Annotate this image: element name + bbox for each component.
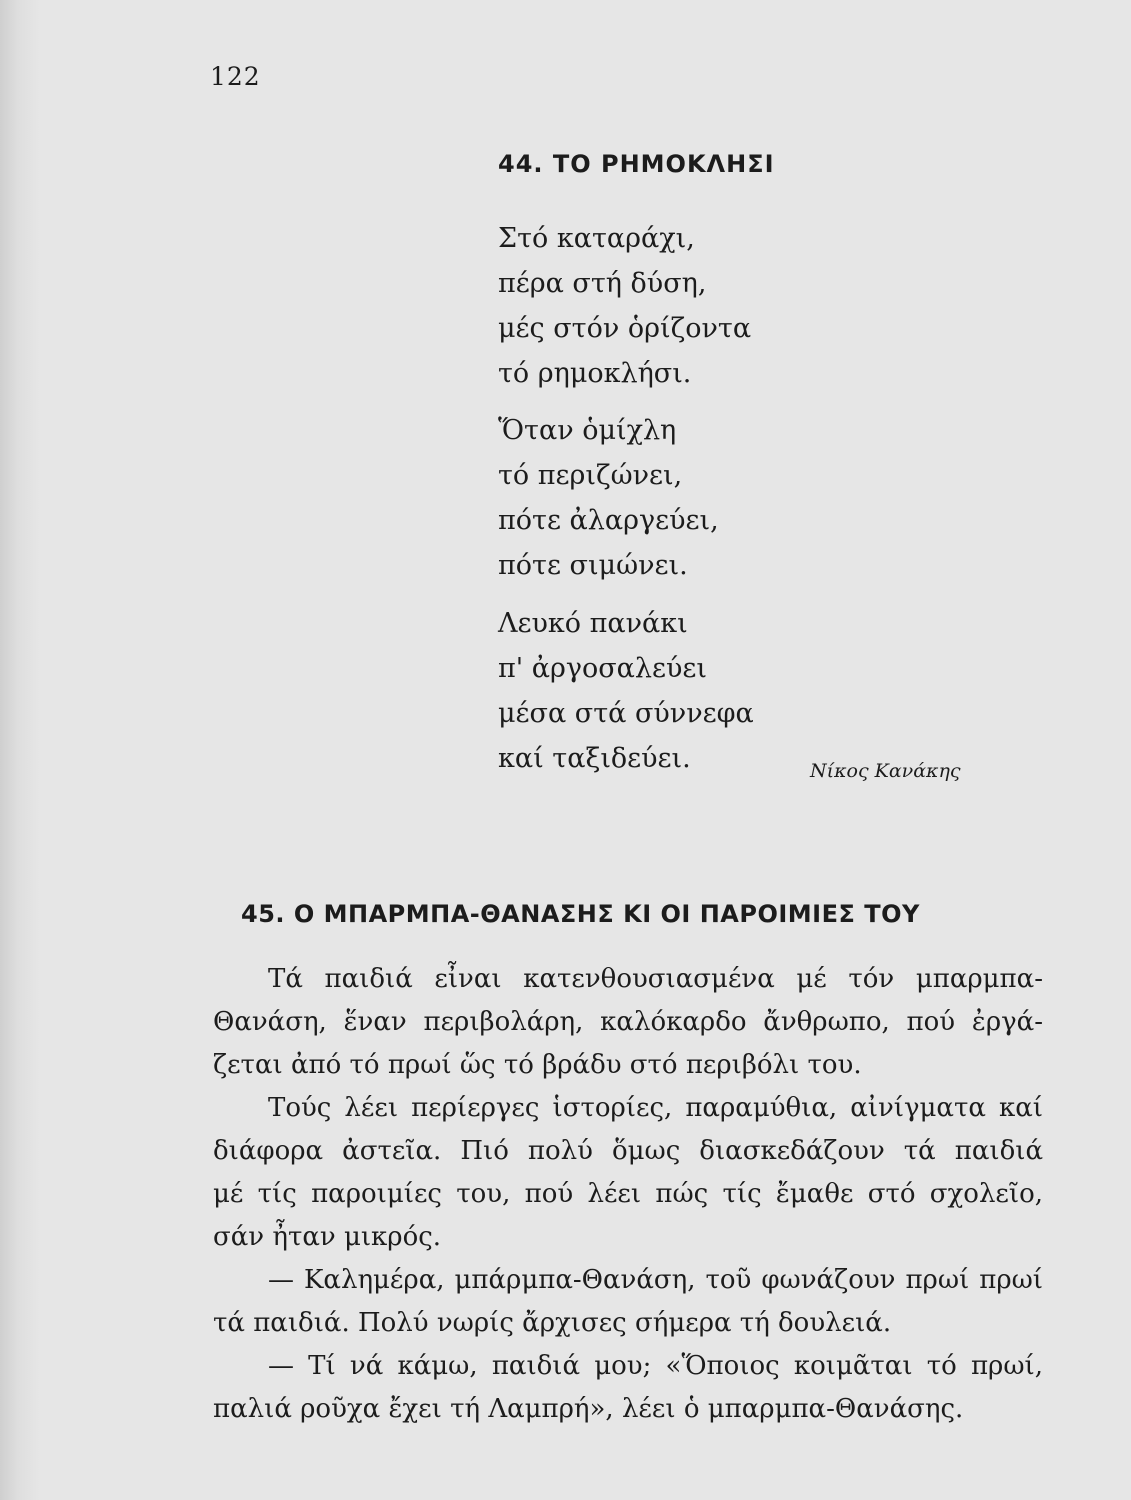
poem-line: πέρα στή δύση, — [498, 268, 707, 299]
text-line: σάν ἦταν μικρός. — [213, 1222, 442, 1252]
story-paragraph — [213, 1087, 1043, 1259]
text-line: παλιά ροῦχα ἔχει τή Λαμπρή», λέει ὁ μπαρμπα-Θανάσης. — [213, 1394, 964, 1424]
poem-title: 44. ΤΟ ΡΗΜΟΚΛΗΣΙ — [498, 150, 775, 178]
poem-line: Ὅταν ὁμίχλη — [498, 415, 677, 446]
text-line: μέ τίς παροιμίες του, πού λέει πώς τίς ἔμαθε στό σχολεῖο, — [213, 1179, 1043, 1209]
text-line: διάφορα ἀστεῖα. Πιό πολύ ὅμως διασκεδάζουν τά παιδιά — [213, 1136, 1043, 1166]
text-line: Θανάση, ἕναν περιβολάρη, καλόκαρδο ἄνθρωπο, πού ἐργά- — [213, 1007, 1043, 1037]
poem-line: π' ἀργοσαλεύει — [498, 653, 707, 684]
text-line: Τά παιδιά εἶναι κατενθουσιασμένα μέ τόν μπαρμπα- — [268, 964, 1043, 994]
text-line: τά παιδιά. Πολύ νωρίς ἄρχισες σήμερα τή δουλειά. — [213, 1308, 892, 1338]
text-line: ζεται ἀπό τό πρωί ὥς τό βράδυ στό περιβόλι του. — [213, 1050, 862, 1080]
text-line: — Τί νά κάμω, παιδιά μου; «Ὅποιος κοιμᾶται τό πρωί, — [268, 1351, 1043, 1381]
poem-line: τό ρημοκλήσι. — [498, 358, 692, 389]
poem-line: μέσα στά σύννεφα — [498, 698, 754, 729]
poem-line: πότε ἀλαργεύει, — [498, 505, 719, 536]
story-paragraph — [213, 958, 1043, 1087]
story-title: 45. Ο ΜΠΑΡΜΠΑ-ΘΑΝΑΣΗΣ ΚΙ ΟΙ ΠΑΡΟΙΜΙΕΣ ΤΟΥ — [241, 900, 920, 928]
poem-author: Νίκος Κανάκης — [810, 760, 961, 782]
poem-line: πότε σιμώνει. — [498, 550, 688, 581]
story-paragraph — [213, 1259, 1043, 1345]
text-line: Τούς λέει περίεργες ἱστορίες, παραμύθια, αἰνίγματα καί — [268, 1093, 1043, 1123]
poem-stanza — [498, 601, 754, 781]
poem-line: τό περιζώνει, — [498, 460, 683, 491]
poem-line: καί ταξιδεύει. — [498, 743, 691, 774]
poem-stanza — [498, 408, 719, 588]
poem-line: Λευκό πανάκι — [498, 608, 688, 639]
page-number: 122 — [210, 62, 261, 91]
poem-line: Στό καταράχι, — [498, 223, 695, 254]
text-line: — Καλημέρα, μπάρμπα-Θανάση, τοῦ φωνάζουν πρωί πρωί — [268, 1265, 1043, 1295]
poem-line: μές στόν ὁρίζοντα — [498, 313, 752, 344]
poem-stanza — [498, 216, 751, 396]
story-paragraph — [213, 1345, 1043, 1431]
